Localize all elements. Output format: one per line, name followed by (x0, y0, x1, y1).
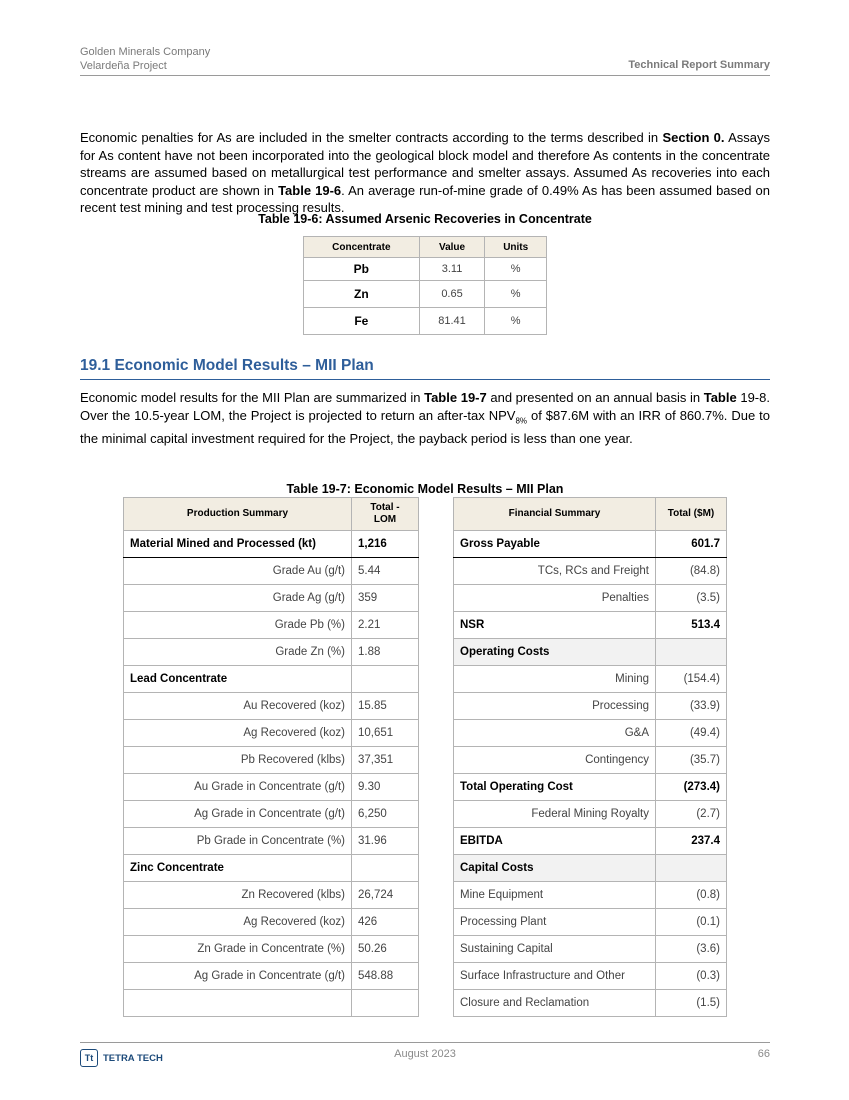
financial-label-cell: NSR (454, 612, 656, 639)
table-row (124, 639, 419, 666)
financial-label-cell: Contingency (454, 747, 656, 774)
table-19-6-caption: Table 19-6: Assumed Arsenic Recoveries in Concentrate (258, 212, 592, 226)
table-row (454, 882, 727, 909)
table-header-row (124, 498, 419, 531)
units-cell: % (485, 258, 547, 281)
col-header-units: Units (485, 237, 547, 258)
col-header-total-lom: Total - LOM (352, 498, 419, 531)
table-row (454, 666, 727, 693)
financial-value-cell: (49.4) (656, 720, 727, 747)
production-label-cell: Grade Pb (%) (124, 612, 352, 639)
production-value-cell: 6,250 (352, 801, 419, 828)
page-number: 66 (757, 1048, 770, 1060)
para1-text-2: Assays for As content have not been incorporated into the geological block model and therefore As contents in the concentrate streams are assumed based on metallurgical test performance and smelter assays. Assumed As recoveries into each concentrate product are shown in (80, 130, 771, 198)
col-header-value: Value (419, 237, 485, 258)
financial-value-cell (656, 855, 727, 882)
table-row (124, 828, 419, 855)
financial-label-cell: Penalties (454, 585, 656, 612)
header-company: Golden Minerals Company (80, 46, 211, 58)
production-label-cell: Zinc Concentrate (124, 855, 352, 882)
production-value-cell: 26,724 (352, 882, 419, 909)
value-cell: 3.11 (419, 258, 485, 281)
concentrate-cell: Pb (304, 258, 420, 281)
table-header-row (454, 498, 727, 531)
financial-label-cell: Operating Costs (454, 639, 656, 666)
financial-label-cell: Total Operating Cost (454, 774, 656, 801)
header-project: Velardeña Project (80, 60, 167, 72)
financial-value-cell: (0.1) (656, 909, 727, 936)
production-label-cell: Ag Grade in Concentrate (g/t) (124, 801, 352, 828)
col-header-concentrate: Concentrate (304, 237, 420, 258)
value-cell: 0.65 (419, 281, 485, 308)
para1-text-1: Economic penalties for As are included in the smelter contracts according to the terms described in (80, 130, 663, 145)
financial-value-cell: (0.3) (656, 963, 727, 990)
table-row (304, 281, 547, 308)
table-row (454, 990, 727, 1017)
production-label-cell: Pb Grade in Concentrate (%) (124, 828, 352, 855)
table-row (454, 585, 727, 612)
financial-value-cell: 601.7 (656, 531, 727, 558)
production-label-cell: Zn Recovered (klbs) (124, 882, 352, 909)
financial-value-cell: (1.5) (656, 990, 727, 1017)
financial-value-cell: (84.8) (656, 558, 727, 585)
financial-value-cell: (35.7) (656, 747, 727, 774)
table-row (124, 531, 419, 558)
production-value-cell: 31.96 (352, 828, 419, 855)
npv-subscript: 8% (515, 416, 528, 426)
production-label-cell: Ag Recovered (koz) (124, 909, 352, 936)
table-row (124, 693, 419, 720)
table-row (124, 855, 419, 882)
financial-summary-table (453, 497, 727, 1017)
units-cell: % (485, 308, 547, 335)
page-footer (80, 1042, 770, 1069)
table-row (124, 558, 419, 585)
section-heading: 19.1 Economic Model Results – MII Plan (80, 357, 770, 380)
financial-label-cell: Sustaining Capital (454, 936, 656, 963)
financial-label-cell: EBITDA (454, 828, 656, 855)
table-row (454, 693, 727, 720)
table-row (454, 855, 727, 882)
footer-date: August 2023 (394, 1048, 456, 1060)
logo-text: TETRA TECH (103, 1052, 163, 1064)
production-label-cell: Grade Ag (g/t) (124, 585, 352, 612)
table-row (124, 747, 419, 774)
production-summary-table (123, 497, 419, 1017)
production-value-cell: 1.88 (352, 639, 419, 666)
concentrate-cell: Zn (304, 281, 420, 308)
section-reference[interactable]: Section 0. (662, 130, 725, 145)
production-label-cell: Grade Au (g/t) (124, 558, 352, 585)
table-row (454, 963, 727, 990)
paragraph-economic-results (80, 389, 770, 447)
units-cell: % (485, 281, 547, 308)
table-reference-19-8[interactable]: Table (703, 390, 737, 405)
production-label-cell: Au Recovered (koz) (124, 693, 352, 720)
table-row (124, 720, 419, 747)
table-header-row (304, 237, 547, 258)
para2-text-3: 19-8. Over the 10.5-year LOM, the Project is projected to return an after-tax NPV (80, 390, 770, 423)
table-row (124, 585, 419, 612)
production-value-cell: 10,651 (352, 720, 419, 747)
tt-logo-icon: Tt (80, 1049, 98, 1067)
production-label-cell: Au Grade in Concentrate (g/t) (124, 774, 352, 801)
table-reference-19-6[interactable]: Table 19-6 (278, 182, 342, 198)
financial-value-cell: (3.5) (656, 585, 727, 612)
financial-value-cell: (33.9) (656, 693, 727, 720)
financial-label-cell: G&A (454, 720, 656, 747)
table-row (454, 612, 727, 639)
financial-value-cell: (2.7) (656, 801, 727, 828)
table-row (454, 531, 727, 558)
production-value-cell: 5.44 (352, 558, 419, 585)
value-cell: 81.41 (419, 308, 485, 335)
financial-label-cell: Mining (454, 666, 656, 693)
production-value-cell: 426 (352, 909, 419, 936)
table-row (304, 258, 547, 281)
financial-label-cell: Processing Plant (454, 909, 656, 936)
table-row (454, 828, 727, 855)
table-row (124, 801, 419, 828)
table-row (454, 909, 727, 936)
col-header-total-musd: Total ($M) (656, 498, 727, 531)
col-header-financial-summary: Financial Summary (454, 498, 656, 531)
financial-value-cell: 513.4 (656, 612, 727, 639)
para1-text-3: . An average run-of-mine grade of 0.49% As has been assumed based on recent test mining and test processing results. (80, 182, 771, 215)
table-reference-19-7[interactable]: Table 19-7 (424, 390, 487, 405)
concentrate-cell: Fe (304, 308, 420, 335)
production-value-cell: 37,351 (352, 747, 419, 774)
table-row (454, 558, 727, 585)
financial-label-cell: Closure and Reclamation (454, 990, 656, 1017)
production-value-cell: 2.21 (352, 612, 419, 639)
production-label-cell: Grade Zn (%) (124, 639, 352, 666)
paragraph-arsenic (80, 129, 770, 217)
production-value-cell: 50.26 (352, 936, 419, 963)
production-value-cell (352, 666, 419, 693)
financial-label-cell: TCs, RCs and Freight (454, 558, 656, 585)
production-label-cell: Material Mined and Processed (kt) (124, 531, 352, 558)
table-row (124, 612, 419, 639)
production-value-cell (352, 855, 419, 882)
production-value-cell (352, 990, 419, 1017)
production-value-cell: 1,216 (352, 531, 419, 558)
table-row (124, 990, 419, 1017)
table-row (124, 936, 419, 963)
production-label-cell: Ag Recovered (koz) (124, 720, 352, 747)
financial-label-cell: Processing (454, 693, 656, 720)
table-row (124, 774, 419, 801)
production-label-cell (124, 990, 352, 1017)
financial-value-cell (656, 639, 727, 666)
financial-label-cell: Surface Infrastructure and Other (454, 963, 656, 990)
financial-label-cell: Mine Equipment (454, 882, 656, 909)
col-header-production-summary: Production Summary (124, 498, 352, 531)
financial-value-cell: (0.8) (656, 882, 727, 909)
table-row (454, 639, 727, 666)
table-row (304, 308, 547, 335)
production-value-cell: 15.85 (352, 693, 419, 720)
table-row (124, 666, 419, 693)
financial-value-cell: (3.6) (656, 936, 727, 963)
table-row (124, 963, 419, 990)
para2-text-4: of $87.6M with an IRR of 860.7%. Due to the minimal capital investment required for the Project, the payback period is less than one year. (80, 407, 770, 446)
production-label-cell: Ag Grade in Concentrate (g/t) (124, 963, 352, 990)
production-value-cell: 9.30 (352, 774, 419, 801)
table-row (124, 882, 419, 909)
financial-value-cell: (154.4) (656, 666, 727, 693)
para2-text-2: and presented on an annual basis in (486, 390, 704, 405)
arsenic-recoveries-table (303, 236, 547, 335)
financial-label-cell: Capital Costs (454, 855, 656, 882)
para2-text-1: Economic model results for the MII Plan are summarized in (80, 390, 425, 405)
financial-label-cell: Federal Mining Royalty (454, 801, 656, 828)
production-value-cell: 548.88 (352, 963, 419, 990)
table-19-7-caption: Table 19-7: Economic Model Results – MII Plan (286, 482, 564, 496)
table-row (454, 936, 727, 963)
financial-value-cell: 237.4 (656, 828, 727, 855)
financial-label-cell: Gross Payable (454, 531, 656, 558)
production-label-cell: Pb Recovered (klbs) (124, 747, 352, 774)
financial-value-cell: (273.4) (656, 774, 727, 801)
page-header (80, 45, 770, 76)
table-row (454, 801, 727, 828)
header-report-title: Technical Report Summary (628, 59, 770, 71)
table-row (454, 720, 727, 747)
production-label-cell: Zn Grade in Concentrate (%) (124, 936, 352, 963)
table-row (454, 747, 727, 774)
production-value-cell: 359 (352, 585, 419, 612)
table-row (124, 909, 419, 936)
table-row (454, 774, 727, 801)
production-label-cell: Lead Concentrate (124, 666, 352, 693)
